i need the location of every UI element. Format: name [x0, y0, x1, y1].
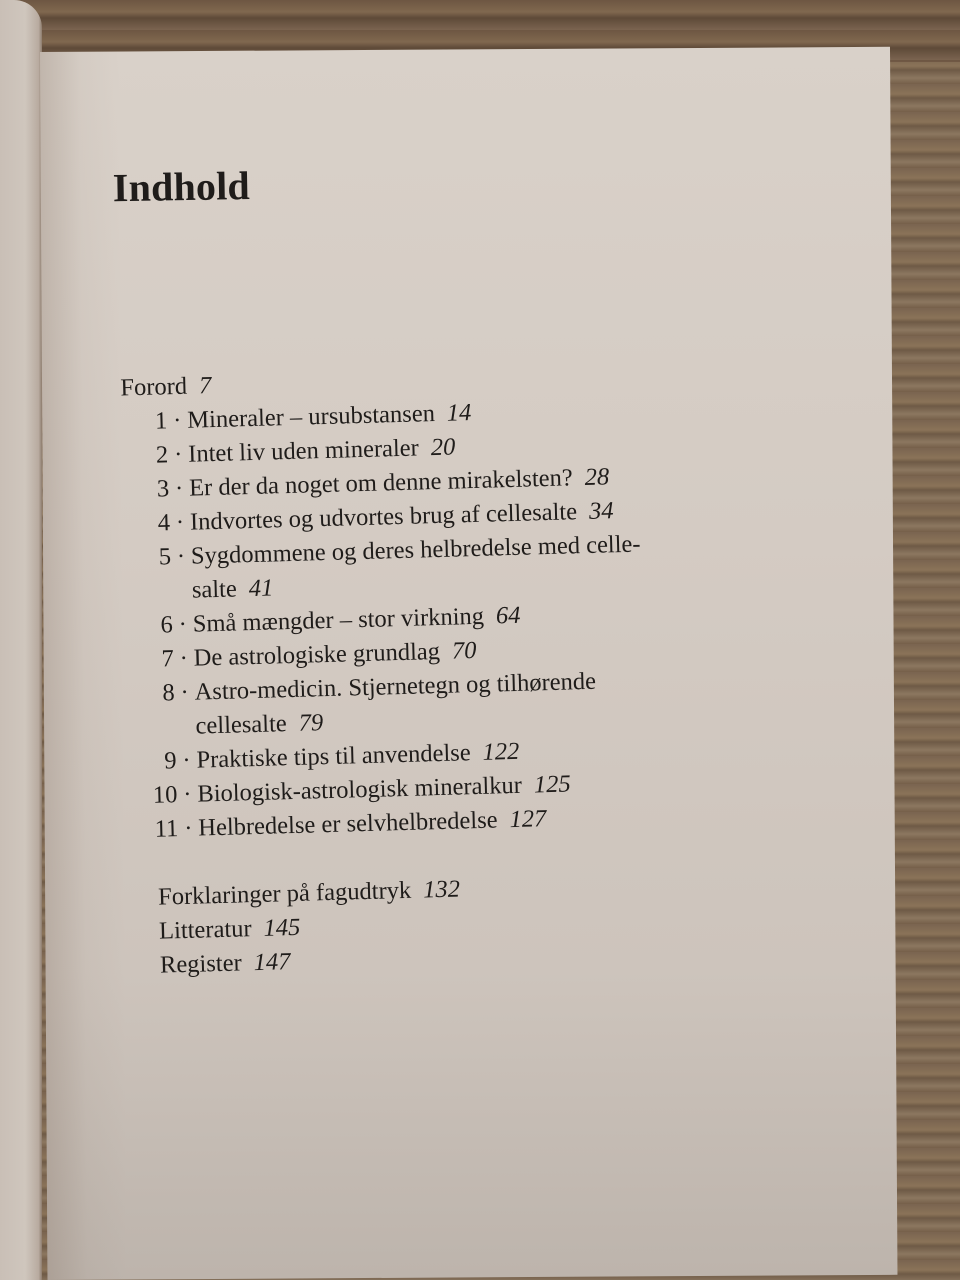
toc-entry-title-continued: cellesalte [195, 710, 288, 740]
toc-page-number: 34 [588, 497, 614, 525]
toc-page-number: 64 [495, 601, 521, 630]
toc-entry-title: Forklaringer på fagudtryk [157, 876, 412, 911]
toc-page-number: 132 [422, 875, 461, 904]
toc-page-number: 70 [451, 636, 477, 665]
toc-entry-title: Praktiske tips til anvendelse [196, 739, 471, 774]
separator-dot: · [178, 610, 188, 639]
chapter-number: 9 [163, 747, 177, 775]
toc-entry-title-continued: salte [191, 575, 238, 604]
chapter-number: 4 [157, 509, 171, 537]
toc-page-number: 145 [263, 913, 301, 942]
separator-dot: · [174, 474, 184, 503]
chapter-number: 3 [156, 475, 170, 503]
toc-entry-title: Mineraler – ursubstansen [186, 400, 436, 434]
toc-entry-title: Små mængder – stor virkning [192, 602, 485, 638]
separator-dot: · [173, 440, 183, 469]
separator-dot: · [182, 780, 192, 808]
chapter-number: 5 [158, 543, 172, 571]
chapter-number: 7 [161, 645, 175, 673]
separator-dot: · [172, 406, 182, 435]
toc-entry-title: Indvortes og udvortes brug af cellesalte [189, 498, 578, 536]
table-of-contents [120, 353, 816, 983]
toc-page-number: 28 [584, 463, 610, 491]
chapter-number: 2 [155, 441, 169, 469]
toc-page-number: 41 [248, 574, 274, 603]
separator-dot: · [175, 508, 185, 537]
toc-entry-title: Forord [120, 372, 188, 402]
toc-page-number: 125 [533, 770, 571, 799]
toc-page-number: 20 [430, 433, 456, 462]
toc-entry-title: Er der da noget om denne mirakelsten? [188, 464, 574, 502]
toc-entry-title: Sygdommene og deres helbredelse med celle- [190, 530, 641, 570]
separator-dot: · [180, 678, 190, 706]
toc-entry-title: Intet liv uden mineraler [187, 434, 420, 468]
toc-entry-title: Helbredelse er selvhelbredelse [197, 806, 498, 842]
toc-entry-title: Biologisk-astrologisk mineralkur [197, 771, 523, 808]
toc-page-number: 14 [446, 399, 472, 427]
left-page-edge [0, 0, 42, 1280]
toc-page-number: 147 [253, 948, 291, 977]
chapter-number: 11 [154, 815, 179, 843]
toc-page-number: 127 [509, 805, 547, 834]
chapter-number: 1 [154, 407, 168, 435]
separator-dot: · [183, 814, 193, 842]
chapter-number: 10 [152, 781, 178, 809]
separator-dot: · [176, 542, 186, 571]
chapter-number: 8 [162, 679, 176, 707]
toc-entry-title: Register [159, 949, 243, 979]
toc-page-number: 79 [298, 709, 324, 737]
separator-dot: · [179, 644, 189, 673]
page-content [40, 47, 897, 1280]
chapter-number: 6 [160, 611, 174, 639]
toc-page-number: 122 [482, 737, 520, 766]
toc-entry-title: Astro-medicin. Stjernetegn og tilhørende [194, 667, 597, 706]
toc-entry-title: Litteratur [158, 915, 252, 945]
toc-entry-title: De astrologiske grundlag [193, 637, 441, 672]
page-title: Indhold [112, 163, 251, 211]
book-page [40, 47, 897, 1280]
toc-page-number: 7 [198, 372, 212, 400]
separator-dot: · [182, 746, 191, 774]
